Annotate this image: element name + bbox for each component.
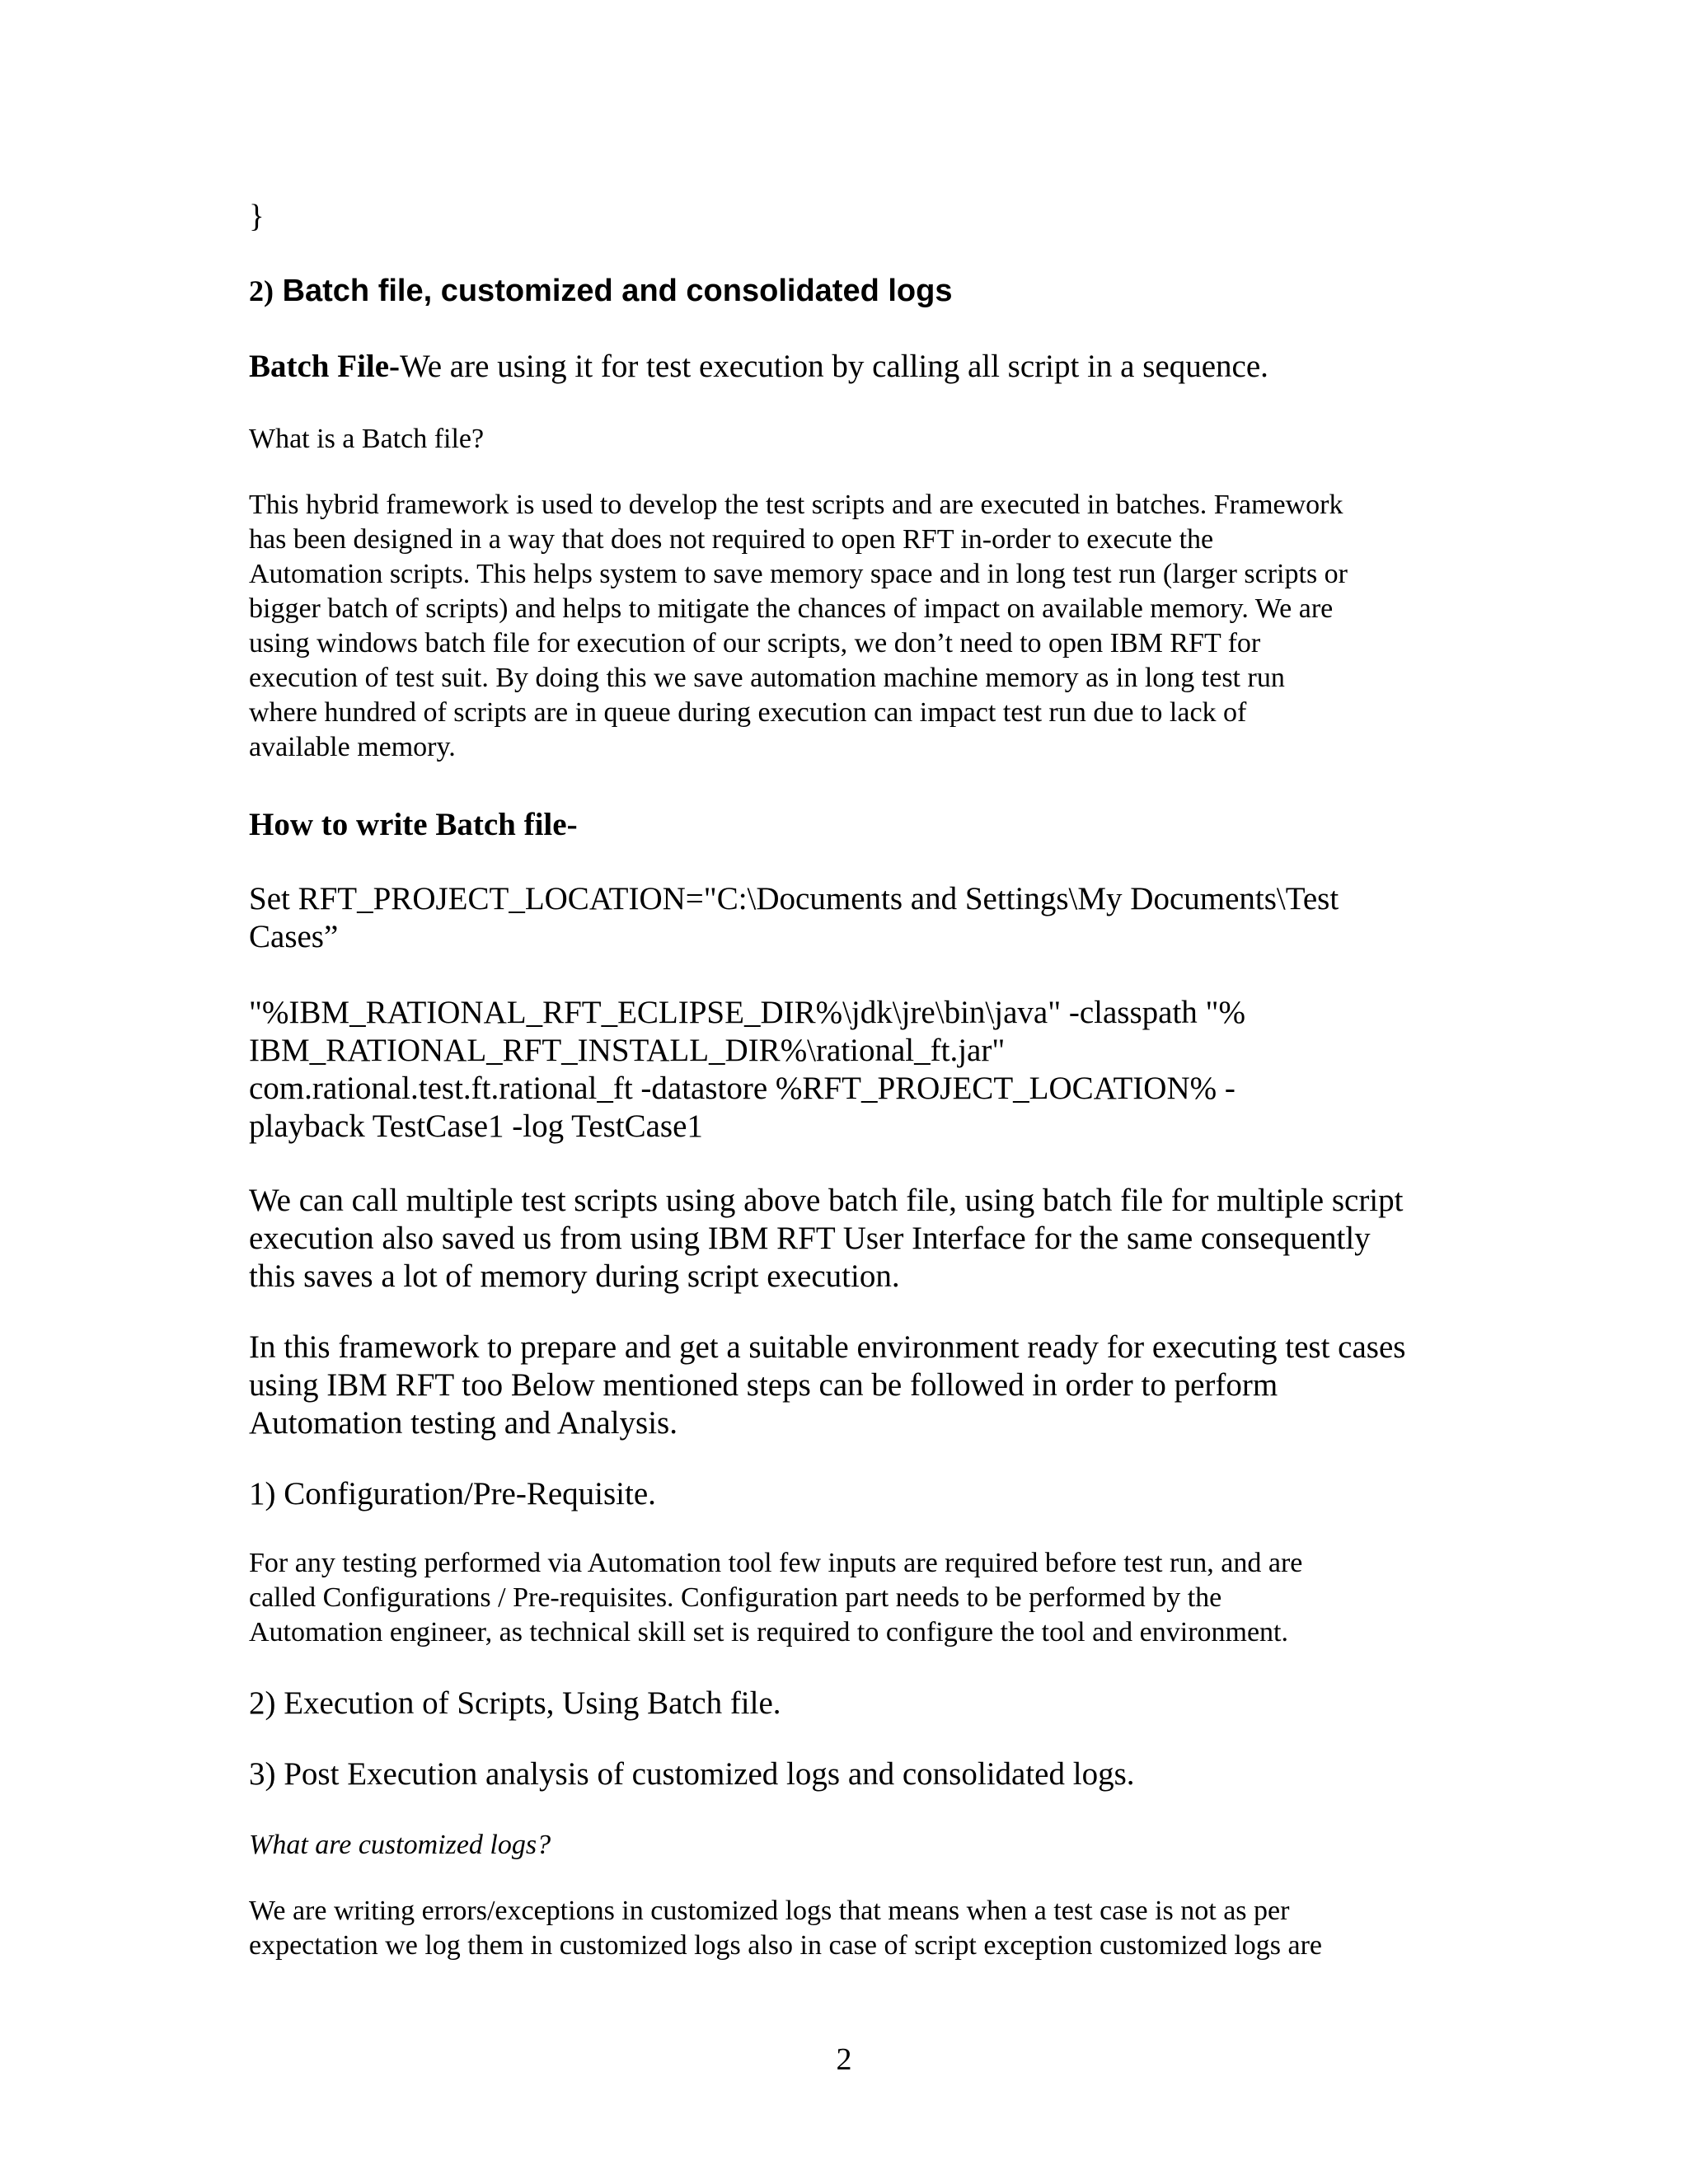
batch-file-intro bbox=[249, 348, 1268, 386]
step-3: 3) Post Execution analysis of customized logs and consolidated logs. bbox=[249, 1756, 1135, 1792]
code-line: com.rational.test.ft.rational_ft -datastore %RFT_PROJECT_LOCATION% - bbox=[249, 1071, 1236, 1106]
paragraph-line: Automation engineer, as technical skill set is required to configure the tool and environment. bbox=[249, 1617, 1289, 1647]
framework-paragraph bbox=[249, 488, 1348, 765]
step-2: 2) Execution of Scripts, Using Batch file. bbox=[249, 1685, 781, 1721]
batch-file-label: Batch File- bbox=[249, 349, 401, 384]
step-1: 1) Configuration/Pre-Requisite. bbox=[249, 1476, 656, 1511]
paragraph-line: For any testing performed via Automation tool few inputs are required before test run, and are bbox=[249, 1548, 1303, 1578]
paragraph-line: execution of test suit. By doing this we save automation machine memory as in long test run bbox=[249, 663, 1285, 693]
paragraph-line: using windows batch file for execution of our scripts, we don’t need to open IBM RFT for bbox=[249, 628, 1261, 658]
customized-logs-question: What are customized logs? bbox=[249, 1830, 551, 1860]
paragraph-line: This hybrid framework is used to develop the test scripts and are executed in batches. Framework bbox=[249, 490, 1343, 520]
paragraph-line: bigger batch of scripts) and helps to mitigate the chances of impact on available memory. We are bbox=[249, 593, 1334, 624]
code-line: playback TestCase1 -log TestCase1 bbox=[249, 1108, 703, 1144]
how-to-heading: How to write Batch file- bbox=[249, 807, 578, 842]
paragraph-line: has been designed in a way that does not required to open RFT in-order to execute the bbox=[249, 524, 1214, 555]
page-number: 2 bbox=[836, 2042, 852, 2077]
what-is-batch-question: What is a Batch file? bbox=[249, 424, 485, 454]
paragraph-line: available memory. bbox=[249, 732, 456, 762]
multiple-scripts-paragraph bbox=[249, 1182, 1403, 1296]
code-line: Set RFT_PROJECT_LOCATION="C:\Documents and Settings\My Documents\Test bbox=[249, 881, 1339, 916]
section-heading bbox=[249, 272, 952, 310]
paragraph-line: In this framework to prepare and get a suitable environment ready for executing test cases bbox=[249, 1329, 1406, 1365]
section-heading-title: Batch file, customized and consolidated logs bbox=[282, 274, 953, 308]
paragraph-line: We can call multiple test scripts using above batch file, using batch file for multiple script bbox=[249, 1183, 1404, 1218]
paragraph-line: Automation scripts. This helps system to save memory space and in long test run (larger scripts or bbox=[249, 559, 1348, 589]
paragraph-line: using IBM RFT too Below mentioned steps can be followed in order to perform bbox=[249, 1367, 1278, 1403]
paragraph-line: called Configurations / Pre-requisites. Configuration part needs to be performed by the bbox=[249, 1582, 1222, 1613]
paragraph-line: Automation testing and Analysis. bbox=[249, 1405, 678, 1441]
paragraph-line: We are writing errors/exceptions in customized logs that means when a test case is not as per bbox=[249, 1896, 1290, 1926]
batch-file-intro-text: We are using it for test execution by calling all script in a sequence. bbox=[400, 349, 1268, 384]
paragraph-line: execution also saved us from using IBM RFT User Interface for the same consequently bbox=[249, 1221, 1371, 1256]
framework-steps-paragraph bbox=[249, 1329, 1405, 1442]
configuration-paragraph bbox=[249, 1546, 1302, 1650]
java-command bbox=[249, 994, 1245, 1146]
paragraph-line: expectation we log them in customized logs also in case of script exception customized logs are bbox=[249, 1930, 1323, 1961]
set-project-location bbox=[249, 880, 1339, 956]
customized-logs-paragraph bbox=[249, 1894, 1322, 1963]
paragraph-line: this saves a lot of memory during script execution. bbox=[249, 1258, 900, 1294]
code-line: "%IBM_RATIONAL_RFT_ECLIPSE_DIR%\jdk\jre\bin\java" -classpath "% bbox=[249, 995, 1245, 1030]
code-line: Cases” bbox=[249, 919, 339, 954]
code-line: IBM_RATIONAL_RFT_INSTALL_DIR%\rational_ft.jar" bbox=[249, 1033, 1006, 1068]
closing-brace: } bbox=[249, 199, 265, 234]
paragraph-line: where hundred of scripts are in queue during execution can impact test run due to lack of bbox=[249, 697, 1247, 728]
section-heading-number: 2) bbox=[249, 274, 274, 307]
